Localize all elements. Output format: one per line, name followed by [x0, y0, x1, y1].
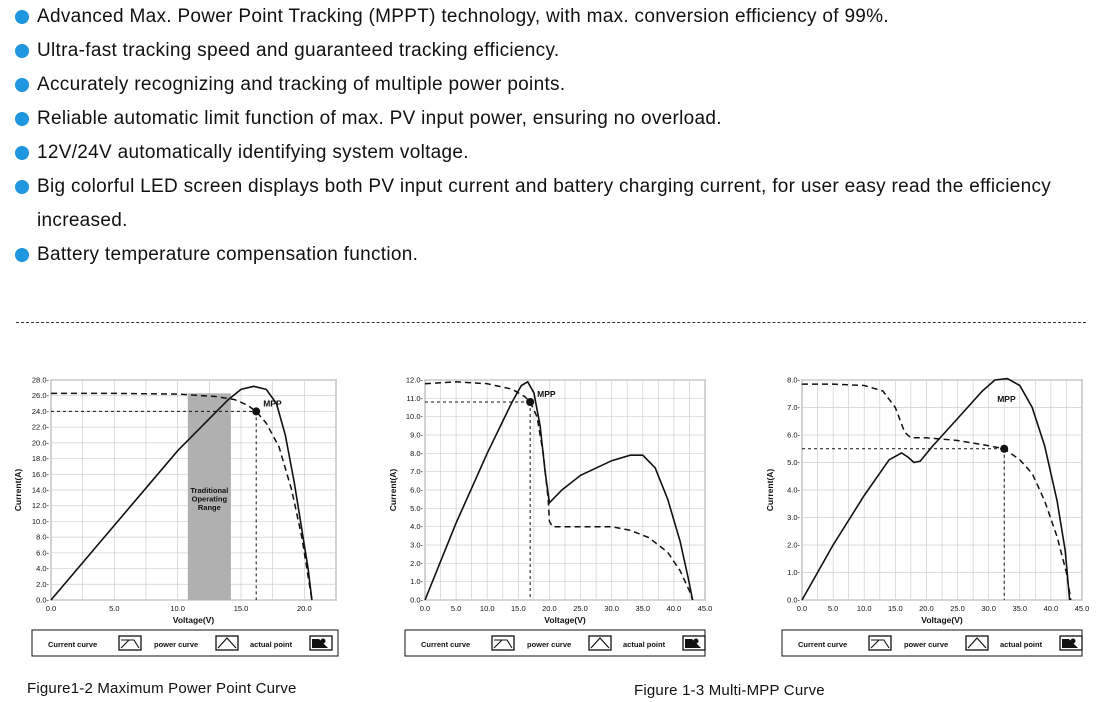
y-tick-label: 8.0-: [787, 375, 800, 385]
y-tick-label: 1.0-: [787, 568, 800, 577]
y-tick-label: 2.0-: [787, 540, 800, 550]
bullet-icon: [15, 78, 29, 92]
feature-item: [14, 0, 1094, 34]
x-tick-label: 10.0: [479, 604, 495, 613]
bullet-icon: [15, 180, 29, 194]
legend: [32, 630, 338, 656]
y-tick-label: 22.0-: [31, 422, 49, 432]
feature-text: Advanced Max. Power Point Tracking (MPPT) technology, with max. conversion efficiency of 99%.: [37, 6, 889, 27]
bullet-icon: [15, 248, 29, 262]
x-tick-label: 35.0: [1012, 604, 1028, 613]
y-tick-label: 7.0-: [787, 403, 800, 412]
legend-power-label: power curve: [154, 640, 199, 649]
y-tick-label: 12.0-: [31, 501, 49, 511]
mpp-point: [526, 398, 534, 406]
x-tick-label: 25.0: [950, 604, 965, 613]
legend: [405, 630, 705, 656]
figure-caption-1: Figure1-2 Maximum Power Point Curve: [27, 680, 297, 697]
x-tick-label: 20.0: [542, 604, 557, 613]
bullet-icon: [15, 44, 29, 58]
y-tick-label: 5.0-: [410, 503, 423, 513]
traditional-range-label: Range: [197, 503, 221, 513]
feature-text: Big colorful LED screen displays both PV input current and battery charging current, for user easy read the efficiency increased.: [37, 176, 1052, 231]
legend: [782, 630, 1082, 656]
chart-svg: [10, 368, 350, 663]
x-axis-label: Voltage(V): [921, 615, 963, 625]
y-tick-label: 28.0-: [31, 375, 49, 385]
legend-current-icon: [869, 636, 891, 650]
legend-current-label: Current curve: [48, 640, 98, 649]
y-tick-label: 14.0-: [31, 485, 49, 495]
x-tick-label: 40.0: [1043, 604, 1059, 613]
x-tick-label: 5.0: [109, 604, 120, 613]
legend-current-icon: [492, 636, 514, 650]
legend-power-label: power curve: [904, 640, 949, 649]
x-tick-label: 0.0: [45, 604, 57, 613]
feature-item: [14, 34, 1094, 68]
y-tick-label: 0.0-: [36, 595, 49, 605]
feature-text: Reliable automatic limit function of max. PV input power, ensuring no overload.: [37, 108, 722, 129]
y-tick-label: 0.0-: [787, 595, 800, 605]
figure-caption-2: Figure 1-3 Multi-MPP Curve: [634, 682, 825, 699]
feature-text: 12V/24V automatically identifying system voltage.: [37, 142, 469, 163]
y-tick-label: 3.0-: [410, 540, 423, 550]
feature-item: [14, 68, 1094, 102]
chart-svg: [385, 368, 720, 663]
x-tick-label: 20.0: [919, 604, 934, 613]
legend-actual-label: actual point: [623, 640, 666, 649]
chart-svg: [762, 368, 1092, 663]
y-tick-label: 2.0-: [36, 579, 49, 589]
feature-text: Accurately recognizing and tracking of multiple power points.: [37, 74, 566, 95]
feature-text: Battery temperature compensation function.: [37, 244, 419, 265]
x-tick-label: 15.0: [233, 604, 249, 613]
mpp-curve-chart: [10, 368, 350, 663]
x-tick-label: 45.0: [1074, 604, 1090, 613]
y-tick-label: 4.0-: [787, 485, 800, 495]
y-tick-label: 16.0-: [31, 469, 49, 479]
x-tick-label: 5.0: [827, 604, 839, 613]
bullet-icon: [15, 112, 29, 126]
mpp-point: [1000, 445, 1008, 453]
mpp-label: MPP: [997, 394, 1016, 404]
x-tick-label: 20.0: [297, 604, 312, 613]
x-tick-label: 10.0: [856, 604, 872, 613]
bullet-icon: [15, 146, 29, 160]
x-tick-label: 45.0: [697, 604, 713, 613]
x-axis-label: Voltage(V): [172, 615, 215, 625]
x-tick-label: 10.0: [170, 604, 185, 613]
legend-current-icon: [119, 636, 141, 650]
y-axis-label: Current(A): [765, 468, 775, 512]
y-tick-label: 26.0-: [31, 391, 49, 401]
x-tick-label: 30.0: [604, 604, 619, 613]
y-tick-label: 5.0-: [787, 458, 800, 467]
x-tick-label: 40.0: [666, 604, 682, 613]
legend-current-label: Current curve: [421, 640, 471, 649]
y-axis-label: Current(A): [13, 468, 23, 512]
multi-mpp-chart-1: [385, 368, 720, 663]
traditional-range-label: Traditional: [190, 486, 229, 496]
x-tick-label: 35.0: [635, 604, 651, 613]
y-tick-label: 11.0-: [406, 393, 423, 403]
feature-item: [14, 238, 1094, 272]
y-tick-label: 6.0-: [787, 430, 800, 440]
x-tick-label: 30.0: [981, 604, 996, 613]
y-tick-label: 12.0-: [405, 375, 423, 385]
y-tick-label: 8.0-: [36, 532, 49, 542]
y-tick-label: 18.0-: [31, 454, 49, 464]
feature-item: [14, 136, 1094, 170]
y-tick-label: 10.0-: [31, 516, 49, 526]
y-tick-label: 8.0-: [410, 448, 423, 458]
x-tick-label: 0.0: [796, 604, 808, 613]
legend-current-label: Current curve: [798, 640, 848, 649]
x-axis-label: Voltage(V): [544, 615, 586, 625]
x-tick-label: 15.0: [888, 604, 903, 613]
x-tick-label: 15.0: [511, 604, 526, 613]
y-axis-label: Current(A): [388, 468, 398, 512]
dashed-divider: [16, 322, 1086, 323]
y-tick-label: 7.0-: [410, 467, 423, 477]
x-tick-label: 25.0: [573, 604, 588, 613]
y-tick-label: 4.0-: [36, 564, 49, 574]
y-tick-label: 2.0-: [410, 558, 423, 568]
feature-list: [14, 0, 1094, 272]
legend-actual-label: actual point: [1000, 640, 1043, 649]
x-tick-label: 5.0: [450, 604, 462, 613]
feature-item: [14, 170, 1094, 238]
feature-text: Ultra-fast tracking speed and guaranteed tracking efficiency.: [37, 40, 560, 61]
feature-item: [14, 102, 1094, 136]
mpp-label: MPP: [537, 389, 556, 399]
mpp-label: MPP: [263, 398, 282, 409]
mpp-point: [252, 407, 260, 415]
y-tick-label: 24.0-: [31, 406, 49, 416]
y-tick-label: 0.0-: [410, 595, 423, 605]
traditional-range-label: Operating: [191, 494, 228, 504]
y-tick-label: 6.0-: [36, 548, 49, 558]
y-tick-label: 10.0-: [405, 412, 423, 422]
y-tick-label: 9.0-: [410, 430, 423, 440]
multi-mpp-chart-2: [762, 368, 1092, 663]
bullet-icon: [15, 10, 29, 24]
legend-actual-label: actual point: [250, 640, 293, 649]
legend-power-label: power curve: [527, 640, 572, 649]
y-tick-label: 3.0-: [787, 513, 800, 522]
x-tick-label: 0.0: [419, 604, 431, 613]
y-tick-label: 4.0-: [410, 522, 423, 532]
y-tick-label: 20.0-: [31, 438, 49, 448]
y-tick-label: 1.0-: [410, 577, 423, 587]
y-tick-label: 6.0-: [410, 485, 423, 495]
